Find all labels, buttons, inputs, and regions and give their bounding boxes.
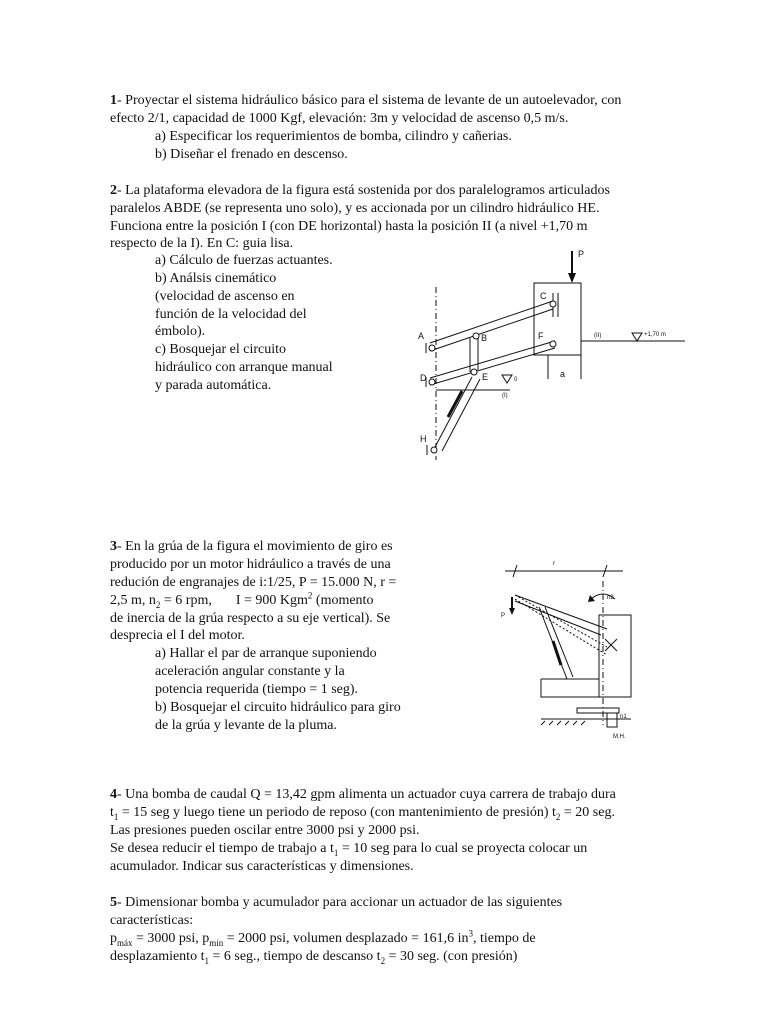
problem-1-line-2: efecto 2/1, capacidad de 1000 Kgf, elevación: 3m y velocidad de ascenso 0,5 m/s.	[110, 111, 569, 126]
label-h: H	[420, 434, 427, 444]
problem-5-line-4: desplazamiento $t_1 = 6$ seg., tiempo de descanso $t_2 = 30$ seg. (con presión)	[110, 949, 518, 966]
link-df	[430, 341, 555, 378]
problem-4-line-1: 4- Una bomba de caudal Q = 13,42 gpm alimenta un actuador cuya carrera de trabajo dura	[110, 787, 616, 802]
cylinder-he	[434, 377, 472, 449]
problem-2-item-c-3: y parada automática.	[155, 378, 272, 393]
problem-2-item-a: a) Cálculo de fuerzas actuantes.	[155, 253, 333, 268]
platform-figure	[410, 245, 710, 460]
label-p: P	[578, 249, 585, 259]
problem-2-line-3: Funciona entre la posición I (con DE horizontal) hasta la posición II (a nivel +1,70 m	[110, 219, 588, 234]
label-a: A	[418, 331, 425, 341]
problem-4-line-3: Las presiones pueden oscilar entre 3000 psi y 2000 psi.	[110, 823, 420, 838]
problem-2-item-c-2: hidráulico con arranque manual	[155, 360, 333, 375]
label-p-crane: P	[501, 613, 506, 619]
problem-3-line-1: 3- En la grúa de la figura el movimiento de giro es	[110, 539, 393, 554]
label-n1: n1	[620, 714, 627, 720]
problem-3-line-3: redución de engranajes de i:1/25, P = 15.000 N, r =	[110, 575, 397, 590]
label-position-ii: (II)	[594, 333, 602, 339]
crane-gear	[577, 708, 619, 713]
problem-3-line-5: de inercia de la grúa respecto a su eje vertical). Se	[110, 611, 391, 626]
label-f: F	[538, 331, 544, 341]
label-n2: n2	[607, 595, 614, 601]
problem-3-line-2: producido por un motor hidráulico a través de una	[110, 557, 391, 572]
link-ac	[430, 301, 553, 343]
problem-1-line-1: 1- Proyectar el sistema hidráulico básico para el sistema de levante de un autoelevador, con	[110, 93, 622, 108]
problem-3-item-a-2: aceleración angular constante y la	[155, 664, 345, 679]
problem-3-line-6: desprecia el I del motor.	[110, 628, 245, 643]
problem-2-line-4: respecto de la I). En C: guia lisa.	[110, 236, 294, 251]
problem-2-item-b-3: función de la velocidad del	[155, 307, 307, 322]
problem-5-line-2: características:	[110, 913, 194, 928]
problem-3-line-4: 2,5 m, $n_2 = 6$ rpm, I = 900 Kgm$^2$ (momento	[110, 590, 374, 610]
problem-1-item-b: b) Diseñar el frenado en descenso.	[155, 147, 348, 162]
problem-2-item-c-1: c) Bosquejar el circuito	[155, 342, 287, 357]
level-mark-ii	[632, 333, 642, 341]
problem-4-line-4: Se desea reducir el tiempo de trabajo a $t_1 = 10$ seg para lo cual se proyecta colocar un	[110, 841, 588, 858]
problem-4-line-2: $t_1 = 15$ seg y luego tiene un periodo de reposo (con mantenimiento de presión) $t_2 = 20$ seg.	[110, 805, 615, 822]
problem-1-item-a: a) Especificar los requerimientos de bomba, cilindro y cañerias.	[155, 129, 512, 144]
problem-3-item-b-2: de la grúa y levante de la pluma.	[155, 718, 337, 733]
problem-2-item-b-2: (velocidad de ascenso en	[155, 289, 295, 304]
problem-2-item-b-1: b) Análsis cinemático	[155, 271, 277, 286]
label-level: +1,70 m	[644, 332, 666, 338]
problem-3-item-a-3: potencia requerida (tiempo = 1 seg).	[155, 682, 359, 697]
problem-4-line-5: acumulador. Indicar sus características y dimensiones.	[110, 859, 414, 874]
problem-3-item-a-1: a) Hallar el par de arranque suponiendo	[155, 646, 377, 661]
problem-3-item-b-1: b) Bosquejar el circuito hidráulico para giro	[155, 700, 401, 715]
label-b: B	[481, 333, 488, 343]
label-zero: 0	[514, 377, 518, 383]
level-mark-i	[502, 375, 512, 383]
problem-5-line-3: $p_{máx} = 3000$ psi, $p_{mín} = 2000$ psi, volumen desplazado = 161,6 $in^3$, tiempo de	[110, 928, 536, 948]
label-c: C	[540, 291, 547, 301]
crane-figure	[495, 555, 645, 745]
label-dimension-a: a	[560, 369, 566, 379]
hydraulic-motor	[607, 713, 617, 727]
problem-2-item-b-4: émbolo).	[155, 324, 206, 339]
problem-5-line-1: 5- Dimensionar bomba y acumulador para accionar un actuador de las siguientes	[110, 895, 563, 910]
label-r: r	[553, 561, 555, 567]
label-position-i: (I)	[502, 393, 508, 399]
label-d: D	[420, 373, 427, 383]
crane-base	[541, 679, 599, 697]
label-e: E	[482, 372, 489, 382]
label-mh: M.H.	[613, 734, 626, 740]
problem-2-line-1: 2- La plataforma elevadora de la figura está sostenida por dos paralelogramos articulados	[110, 183, 610, 198]
problem-2-line-2: paralelos ABDE (se representa uno solo), y es accionada por un cilindro hidráulico HE.	[110, 201, 600, 216]
